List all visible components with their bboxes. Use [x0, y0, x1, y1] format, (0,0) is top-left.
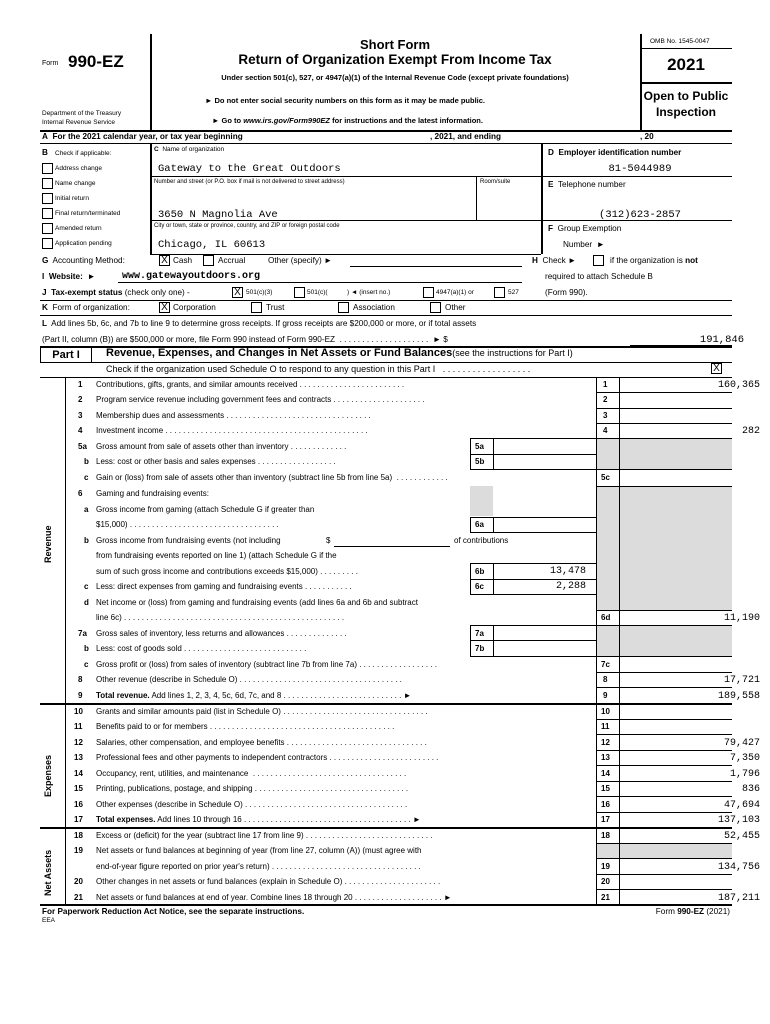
group-exemption-number-caption: Number ►	[563, 240, 605, 249]
line-13-amount[interactable]: 7,350	[729, 753, 760, 764]
line-12-amount[interactable]: 79,427	[723, 738, 760, 749]
line-12-box: 12	[601, 738, 610, 747]
checkbox-accrual[interactable]	[203, 255, 214, 266]
line-6d-num: d	[84, 598, 89, 607]
line-l-text2: (Part II, column (B)) are $500,000 or more, file Form 990 instead of Form 990-EZ . . . . . . . . . . . . . . . . . . . . ► $	[42, 335, 448, 344]
line-18-num: 18	[74, 831, 83, 840]
checkbox-application-pending[interactable]	[42, 238, 53, 249]
line-7b-text: Less: cost of goods sold . . . . . . . . . . . . . . . . . . . . . . . . . . . .	[96, 644, 307, 653]
line-6b-text3: sum of such gross income and contributions exceeds $15,000) . . . . . . . . .	[96, 567, 358, 576]
checkbox-cash[interactable]: X	[159, 255, 170, 266]
line-13-text: Professional fees and other payments to independent contractors . . . . . . . . . . . . . . . . . . . . . . . . .	[96, 753, 439, 762]
line-7c-num: c	[84, 660, 89, 669]
line-9-num: 9	[78, 691, 83, 700]
title-short: Short Form	[359, 37, 431, 52]
group-exemption-caption: F Group Exemption	[548, 224, 622, 233]
line-6c-box: 6c	[475, 582, 484, 591]
ein-caption: D Employer identification number	[548, 148, 682, 157]
title-main: Return of Organization Exempt From Income Tax	[238, 52, 552, 67]
line-21-text: Net assets or fund balances at end of year. Combine lines 18 through 20 . . . . . . . . . . . . . . . . . . . . ►	[96, 893, 452, 902]
checkbox-trust[interactable]	[251, 302, 262, 313]
section-b-title: Check if applicable:	[55, 150, 112, 157]
section-b-label: B	[42, 148, 48, 157]
gross-receipts-amount[interactable]: 191,846	[699, 334, 744, 346]
line-6d-text: Net income or (loss) from gaming and fundraising events (add lines 6a and 6b and subtract	[96, 598, 418, 607]
other-method-label: Other (specify) ►	[268, 256, 333, 265]
line-2-text: Program service revenue including government fees and contracts . . . . . . . . . . . . . . . . . . . . .	[96, 395, 425, 404]
form-footer-id: Form 990-EZ (2021)	[655, 907, 730, 916]
line-13-num: 13	[74, 753, 83, 762]
net-assets-side-label: Net Assets	[43, 849, 53, 896]
line-g-label: G Accounting Method:	[42, 256, 125, 265]
line-18-text: Excess or (deficit) for the year (subtract line 17 from line 9) . . . . . . . . . . . . . . . . . . . . . . . . . . . . .	[96, 831, 433, 840]
line-5a-num: 5a	[78, 442, 87, 451]
line-9-text: Total revenue. Add lines 1, 2, 3, 4, 5c, 6d, 7c, and 8 . . . . . . . . . . . . . . . . . . . . . . . . . . . ►	[96, 691, 412, 700]
line-6a-num: a	[84, 505, 89, 514]
cash-label: Cash	[173, 256, 193, 265]
checkbox-amended-return[interactable]	[42, 223, 53, 234]
line-h-text2: required to attach Schedule B	[545, 272, 653, 281]
open-public-1: Open to Public	[643, 89, 729, 103]
line-12-num: 12	[74, 738, 83, 747]
other-org-label: Other	[445, 303, 466, 312]
corporation-label: Corporation	[173, 303, 216, 312]
line-7c-box: 7c	[601, 660, 610, 669]
checkbox-527[interactable]	[494, 287, 505, 298]
line-6b-text: Gross income from fundraising events (not including	[96, 536, 281, 545]
line-6-text: Gaming and fundraising events:	[96, 489, 209, 498]
line-17-text: Total expenses. Add lines 10 through 16 . . . . . . . . . . . . . . . . . . . . . . . . . . . . . . . . . . . . . . ►	[96, 815, 421, 824]
ein-value[interactable]: 81-5044989	[608, 163, 672, 175]
line-13-box: 13	[601, 753, 610, 762]
part-i-title: Revenue, Expenses, and Changes in Net Assets or Fund Balances(see the instructions for Part I)	[106, 347, 573, 359]
irs-url[interactable]: www.irs.gov/Form990EZ	[243, 116, 331, 125]
name-change-label: Name change	[55, 180, 96, 187]
accrual-label: Accrual	[218, 256, 246, 265]
checkbox-name-change[interactable]	[42, 178, 53, 189]
line-8-amount[interactable]: 17,721	[723, 675, 760, 686]
website-value[interactable]: www.gatewayoutdoors.org	[122, 271, 261, 282]
line-11-text: Benefits paid to or for members . . . . . . . . . . . . . . . . . . . . . . . . . . . . . . . . . . . . . . . . . .	[96, 722, 395, 731]
line-6c-num: c	[84, 582, 89, 591]
line-6b-of-contributions: of contributions	[454, 536, 509, 545]
form-number: 990-EZ	[68, 52, 124, 71]
checkbox-schedule-b[interactable]	[593, 255, 604, 266]
org-name-caption: C Name of organization	[154, 146, 225, 153]
line-5c-num: c	[84, 473, 89, 482]
paperwork-notice: For Paperwork Reduction Act Notice, see the separate instructions.	[42, 907, 305, 916]
checkbox-association[interactable]	[338, 302, 349, 313]
open-public-2: Inspection	[655, 105, 716, 119]
street-address[interactable]: 3650 N Magnolia Ave	[158, 209, 278, 221]
line-10-num: 10	[74, 707, 83, 716]
revenue-side-label: Revenue	[43, 525, 53, 563]
application-pending-label: Application pending	[55, 240, 112, 247]
ssn-notice: ► Do not enter social security numbers on this form as it may be made public.	[205, 96, 485, 105]
line-14-text: Occupancy, rent, utilities, and maintenance . . . . . . . . . . . . . . . . . . . . . . . . . . . . . . . . . . .	[96, 769, 407, 778]
tax-year: 2021	[667, 55, 705, 74]
dept-treasury: Department of the Treasury	[42, 110, 122, 117]
line-6d-box: 6d	[601, 613, 611, 622]
line-4-text: Investment income . . . . . . . . . . . . . . . . . . . . . . . . . . . . . . . . . . . . . . . . . . . . . .	[96, 426, 368, 435]
line-i-label: I Website: ►	[42, 272, 96, 281]
checkbox-501c3[interactable]: X	[232, 287, 243, 298]
checkbox-initial-return[interactable]	[42, 193, 53, 204]
line-15-text: Printing, publications, postage, and shipping . . . . . . . . . . . . . . . . . . . . . . . . . . . . . . . . . . .	[96, 784, 409, 793]
form-label: Form	[42, 60, 59, 67]
instructions-link-line: ► Go to www.irs.gov/Form990EZ for instructions and the latest information.	[212, 116, 483, 125]
line-5b-text: Less: cost or other basis and sales expenses . . . . . . . . . . . . . . . . . .	[96, 457, 336, 466]
line-15-num: 15	[74, 784, 83, 793]
line-6d-text2: line 6c) . . . . . . . . . . . . . . . . . . . . . . . . . . . . . . . . . . . . . . . . . . . . . . . . . .	[96, 613, 345, 622]
line-7a-box: 7a	[475, 629, 484, 638]
line-4-box: 4	[603, 426, 608, 435]
line-7c-text: Gross profit or (loss) from sales of inventory (subtract line 7b from line 7a) . . . . . . . . . . . . . . . . . .	[96, 660, 437, 669]
line-14-num: 14	[74, 769, 83, 778]
line-3-box: 3	[603, 411, 608, 420]
schedule-o-check-text: Check if the organization used Schedule O to respond to any question in this Part I . . . . . . . . . . . . . . . . . .	[106, 364, 531, 374]
final-return-label: Final return/terminated	[55, 210, 121, 217]
line-16-num: 16	[74, 800, 83, 809]
line-14-amount[interactable]: 1,796	[729, 769, 760, 780]
line-8-box: 8	[603, 675, 608, 684]
room-caption: Room/suite	[480, 179, 511, 185]
opt-501c-label: 501(c)(	[307, 289, 328, 296]
line-6c-amount[interactable]: 2,288	[555, 581, 586, 592]
line-a-label: A For the 2021 calendar year, or tax year beginning	[42, 132, 243, 141]
line-2-box: 2	[603, 395, 608, 404]
line-6a-box: 6a	[475, 520, 484, 529]
line-6b-num: b	[84, 536, 89, 545]
telephone-value[interactable]: (312)623-2857	[599, 209, 681, 221]
irs-label: Internal Revenue Service	[42, 119, 115, 126]
line-8-text: Other revenue (describe in Schedule O) . . . . . . . . . . . . . . . . . . . . . . . . . . . . . . . . . . . . .	[96, 675, 402, 684]
telephone-caption: E Telephone number	[548, 180, 626, 189]
city-state-zip[interactable]: Chicago, IL 60613	[158, 239, 266, 251]
line-16-box: 16	[601, 800, 610, 809]
line-10-text: Grants and similar amounts paid (list in Schedule O) . . . . . . . . . . . . . . . . . . . . . . . . . . . . . . . . .	[96, 707, 428, 716]
line-15-box: 15	[601, 784, 610, 793]
line-7b-box: 7b	[475, 644, 485, 653]
opt-501c-close: ) ◄ (insert no.)	[347, 289, 391, 296]
line-6b-amount[interactable]: 13,478	[549, 566, 586, 577]
line-j-label: J Tax-exempt status (check only one) -	[42, 288, 190, 297]
line-4-amount[interactable]: 282	[741, 426, 760, 437]
checkbox-final-return[interactable]	[42, 208, 53, 219]
line-5a-box: 5a	[475, 442, 484, 451]
line-4-num: 4	[78, 426, 83, 435]
line-17-num: 17	[74, 815, 83, 824]
line-17-box: 17	[601, 815, 610, 824]
line-1-text: Contributions, gifts, grants, and similar amounts received . . . . . . . . . . . . . . . . . . . . . . . .	[96, 380, 405, 389]
line-7a-num: 7a	[78, 629, 87, 638]
line-17-amount[interactable]: 137,103	[717, 815, 760, 826]
line-19-box: 19	[601, 862, 610, 871]
address-change-label: Address change	[55, 165, 102, 172]
line-19-text2: end-of-year figure reported on prior year's return) . . . . . . . . . . . . . . . . . . . . . . . . . . . . . . . . . .	[96, 862, 421, 871]
line-7b-num: b	[84, 644, 89, 653]
checkbox-other[interactable]	[430, 302, 441, 313]
line-19-num: 19	[74, 846, 83, 855]
expenses-side-label: Expenses	[43, 754, 53, 797]
line-16-text: Other expenses (describe in Schedule O) . . . . . . . . . . . . . . . . . . . . . . . . . . . . . . . . . . . . .	[96, 800, 408, 809]
line-l-text1: L Add lines 5b, 6c, and 7b to line 9 to determine gross receipts. If gross receipts are $200,000 or more, or if total assets	[42, 319, 477, 328]
line-9-amount[interactable]: 189,558	[717, 691, 760, 702]
line-h-label: H Check ►	[532, 256, 577, 265]
trust-label: Trust	[266, 303, 285, 312]
line-18-amount[interactable]: 52,455	[723, 831, 760, 842]
line-a-mid: , 2021, and ending	[430, 132, 501, 141]
line-h-text: if the organization is not	[610, 256, 698, 265]
line-20-box: 20	[601, 877, 610, 886]
initial-return-label: Initial return	[55, 195, 89, 202]
line-6a-text: Gross income from gaming (attach Schedule G if greater than	[96, 505, 315, 514]
line-21-box: 21	[601, 893, 610, 902]
line-6b-box: 6b	[475, 567, 485, 576]
amended-return-label: Amended return	[55, 225, 102, 232]
opt-527-label: 527	[508, 289, 519, 296]
line-5c-text: Gain or (loss) from sale of assets other than inventory (subtract line 5b from line 5a) . . . . . . . . . . . .	[96, 473, 448, 482]
line-2-num: 2	[78, 395, 83, 404]
opt-4947-label: 4947(a)(1) or	[436, 289, 474, 296]
line-10-box: 10	[601, 707, 610, 716]
line-6b-text2: from fundraising events reported on line 1) (attach Schedule G if the	[96, 551, 337, 560]
line-19-amount[interactable]: 134,756	[717, 862, 760, 873]
line-1-amount[interactable]: 160,365	[717, 380, 760, 391]
line-12-text: Salaries, other compensation, and employee benefits . . . . . . . . . . . . . . . . . . . . . . . . . . . . . . . .	[96, 738, 427, 747]
subtitle: Under section 501(c), 527, or 4947(a)(1) of the Internal Revenue Code (except private foundations)	[221, 73, 569, 82]
line-6a-text2: $15,000) . . . . . . . . . . . . . . . . . . . . . . . . . . . . . . . . . .	[96, 520, 279, 529]
line-6-num: 6	[78, 489, 83, 498]
line-19-text: Net assets or fund balances at beginning of year (from line 27, column (A)) (must agree with	[96, 846, 422, 855]
line-5c-box: 5c	[601, 473, 610, 482]
line-20-num: 20	[74, 877, 83, 886]
line-6d-amount[interactable]: 11,190	[723, 613, 760, 624]
street-caption: Number and street (or P.O. box if mail is not delivered to street address)	[154, 179, 345, 185]
line-7a-text: Gross sales of inventory, less returns and allowances . . . . . . . . . . . . . .	[96, 629, 347, 638]
line-11-box: 11	[601, 722, 610, 731]
eea-label: EEA	[42, 917, 56, 924]
checkbox-501c[interactable]	[294, 287, 305, 298]
opt-501c3-label: 501(c)(3)	[246, 289, 273, 296]
line-8-num: 8	[78, 675, 83, 684]
org-name[interactable]: Gateway to the Great Outdoors	[158, 163, 341, 175]
checkbox-schedule-o[interactable]: X	[711, 363, 722, 374]
line-6c-text: Less: direct expenses from gaming and fundraising events . . . . . . . . . . .	[96, 582, 352, 591]
line-21-num: 21	[74, 893, 83, 902]
checkbox-corporation[interactable]: X	[159, 302, 170, 313]
line-1-num: 1	[78, 380, 83, 389]
line-5a-text: Gross amount from sale of assets other than inventory . . . . . . . . . . . . .	[96, 442, 347, 451]
checkbox-address-change[interactable]	[42, 163, 53, 174]
line-h-text3: (Form 990).	[545, 288, 588, 297]
line-a-end: , 20	[640, 132, 654, 141]
line-1-box: 1	[603, 380, 608, 389]
checkbox-4947[interactable]	[423, 287, 434, 298]
association-label: Association	[353, 303, 395, 312]
line-11-num: 11	[74, 722, 83, 731]
line-5b-num: b	[84, 457, 89, 466]
line-15-amount[interactable]: 836	[741, 784, 760, 795]
line-9-box: 9	[603, 691, 608, 700]
line-20-text: Other changes in net assets or fund balances (explain in Schedule O) . . . . . . . . . . . . . . . . . . . . . .	[96, 877, 441, 886]
line-21-amount[interactable]: 187,211	[717, 893, 760, 904]
line-k-label: K Form of organization:	[42, 303, 130, 312]
city-caption: City or town, state or province, country, and ZIP or foreign postal code	[154, 223, 340, 229]
line-14-box: 14	[601, 769, 610, 778]
line-3-num: 3	[78, 411, 83, 420]
part-i-label: Part I	[40, 347, 92, 363]
line-5b-box: 5b	[475, 457, 485, 466]
line-18-box: 18	[601, 831, 610, 840]
line-6b-dollar: $	[326, 536, 331, 545]
omb-number: OMB No. 1545-0047	[650, 38, 710, 45]
line-16-amount[interactable]: 47,694	[723, 800, 760, 811]
line-3-text: Membership dues and assessments . . . . . . . . . . . . . . . . . . . . . . . . . . . . . . . . .	[96, 411, 371, 420]
